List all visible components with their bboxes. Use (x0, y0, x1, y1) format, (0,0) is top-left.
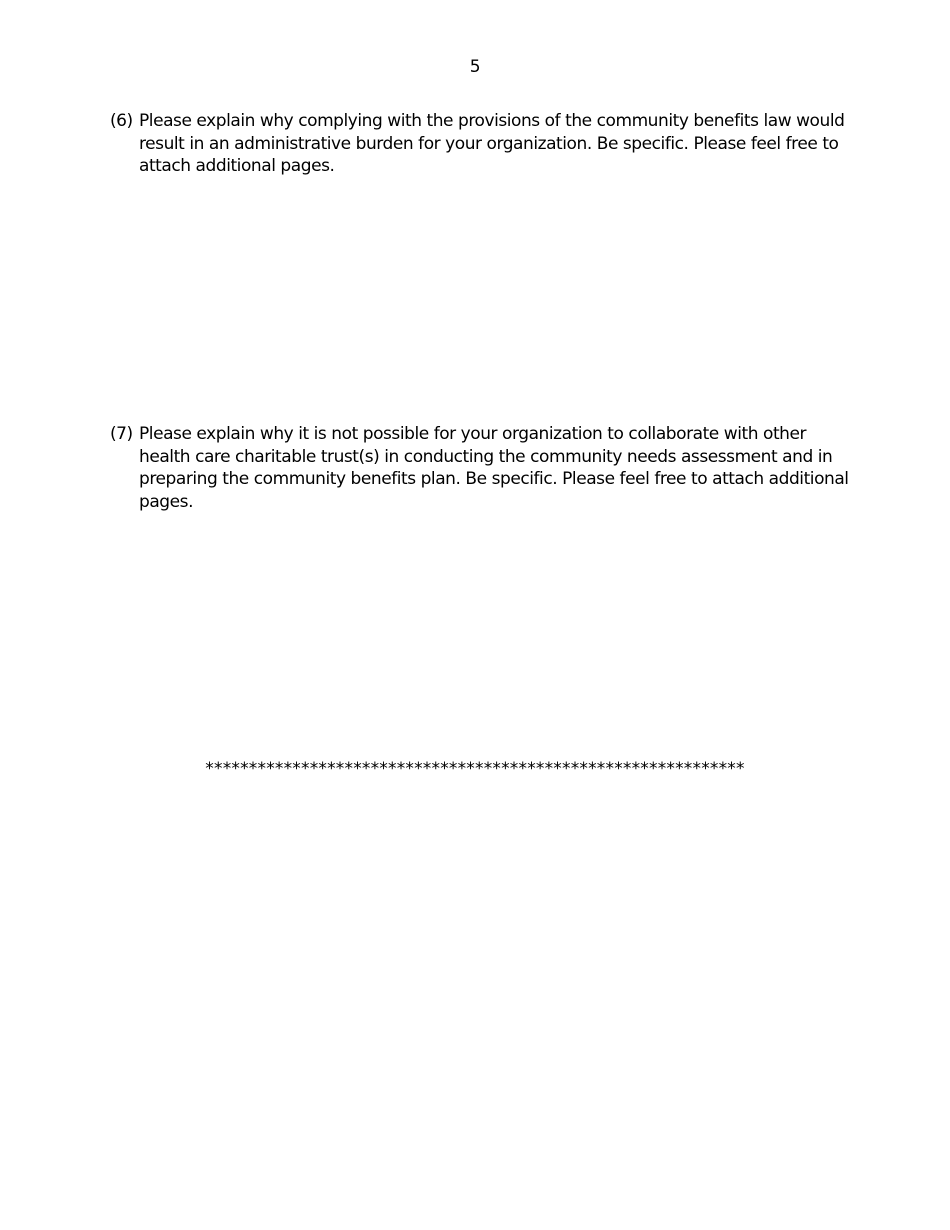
question-7 (110, 423, 850, 513)
question-text: Please explain why complying with the provisions of the community benefits law would result in an administrative burden for your organization. Be specific. Please feel free to attach additional pages. (139, 111, 845, 176)
question-6 (110, 110, 850, 178)
asterisk-separator: ************************************************************** (205, 759, 745, 779)
question-text: Please explain why it is not possible for your organization to collaborate with other health care charitable trust(s) in conducting the community needs assessment and in preparing the community benefits plan. Be specific. Please feel free to attach additional pages. (139, 424, 849, 512)
question-number: (7) (110, 424, 133, 444)
question-number: (6) (110, 111, 133, 131)
page-number: 5 (469, 57, 481, 77)
